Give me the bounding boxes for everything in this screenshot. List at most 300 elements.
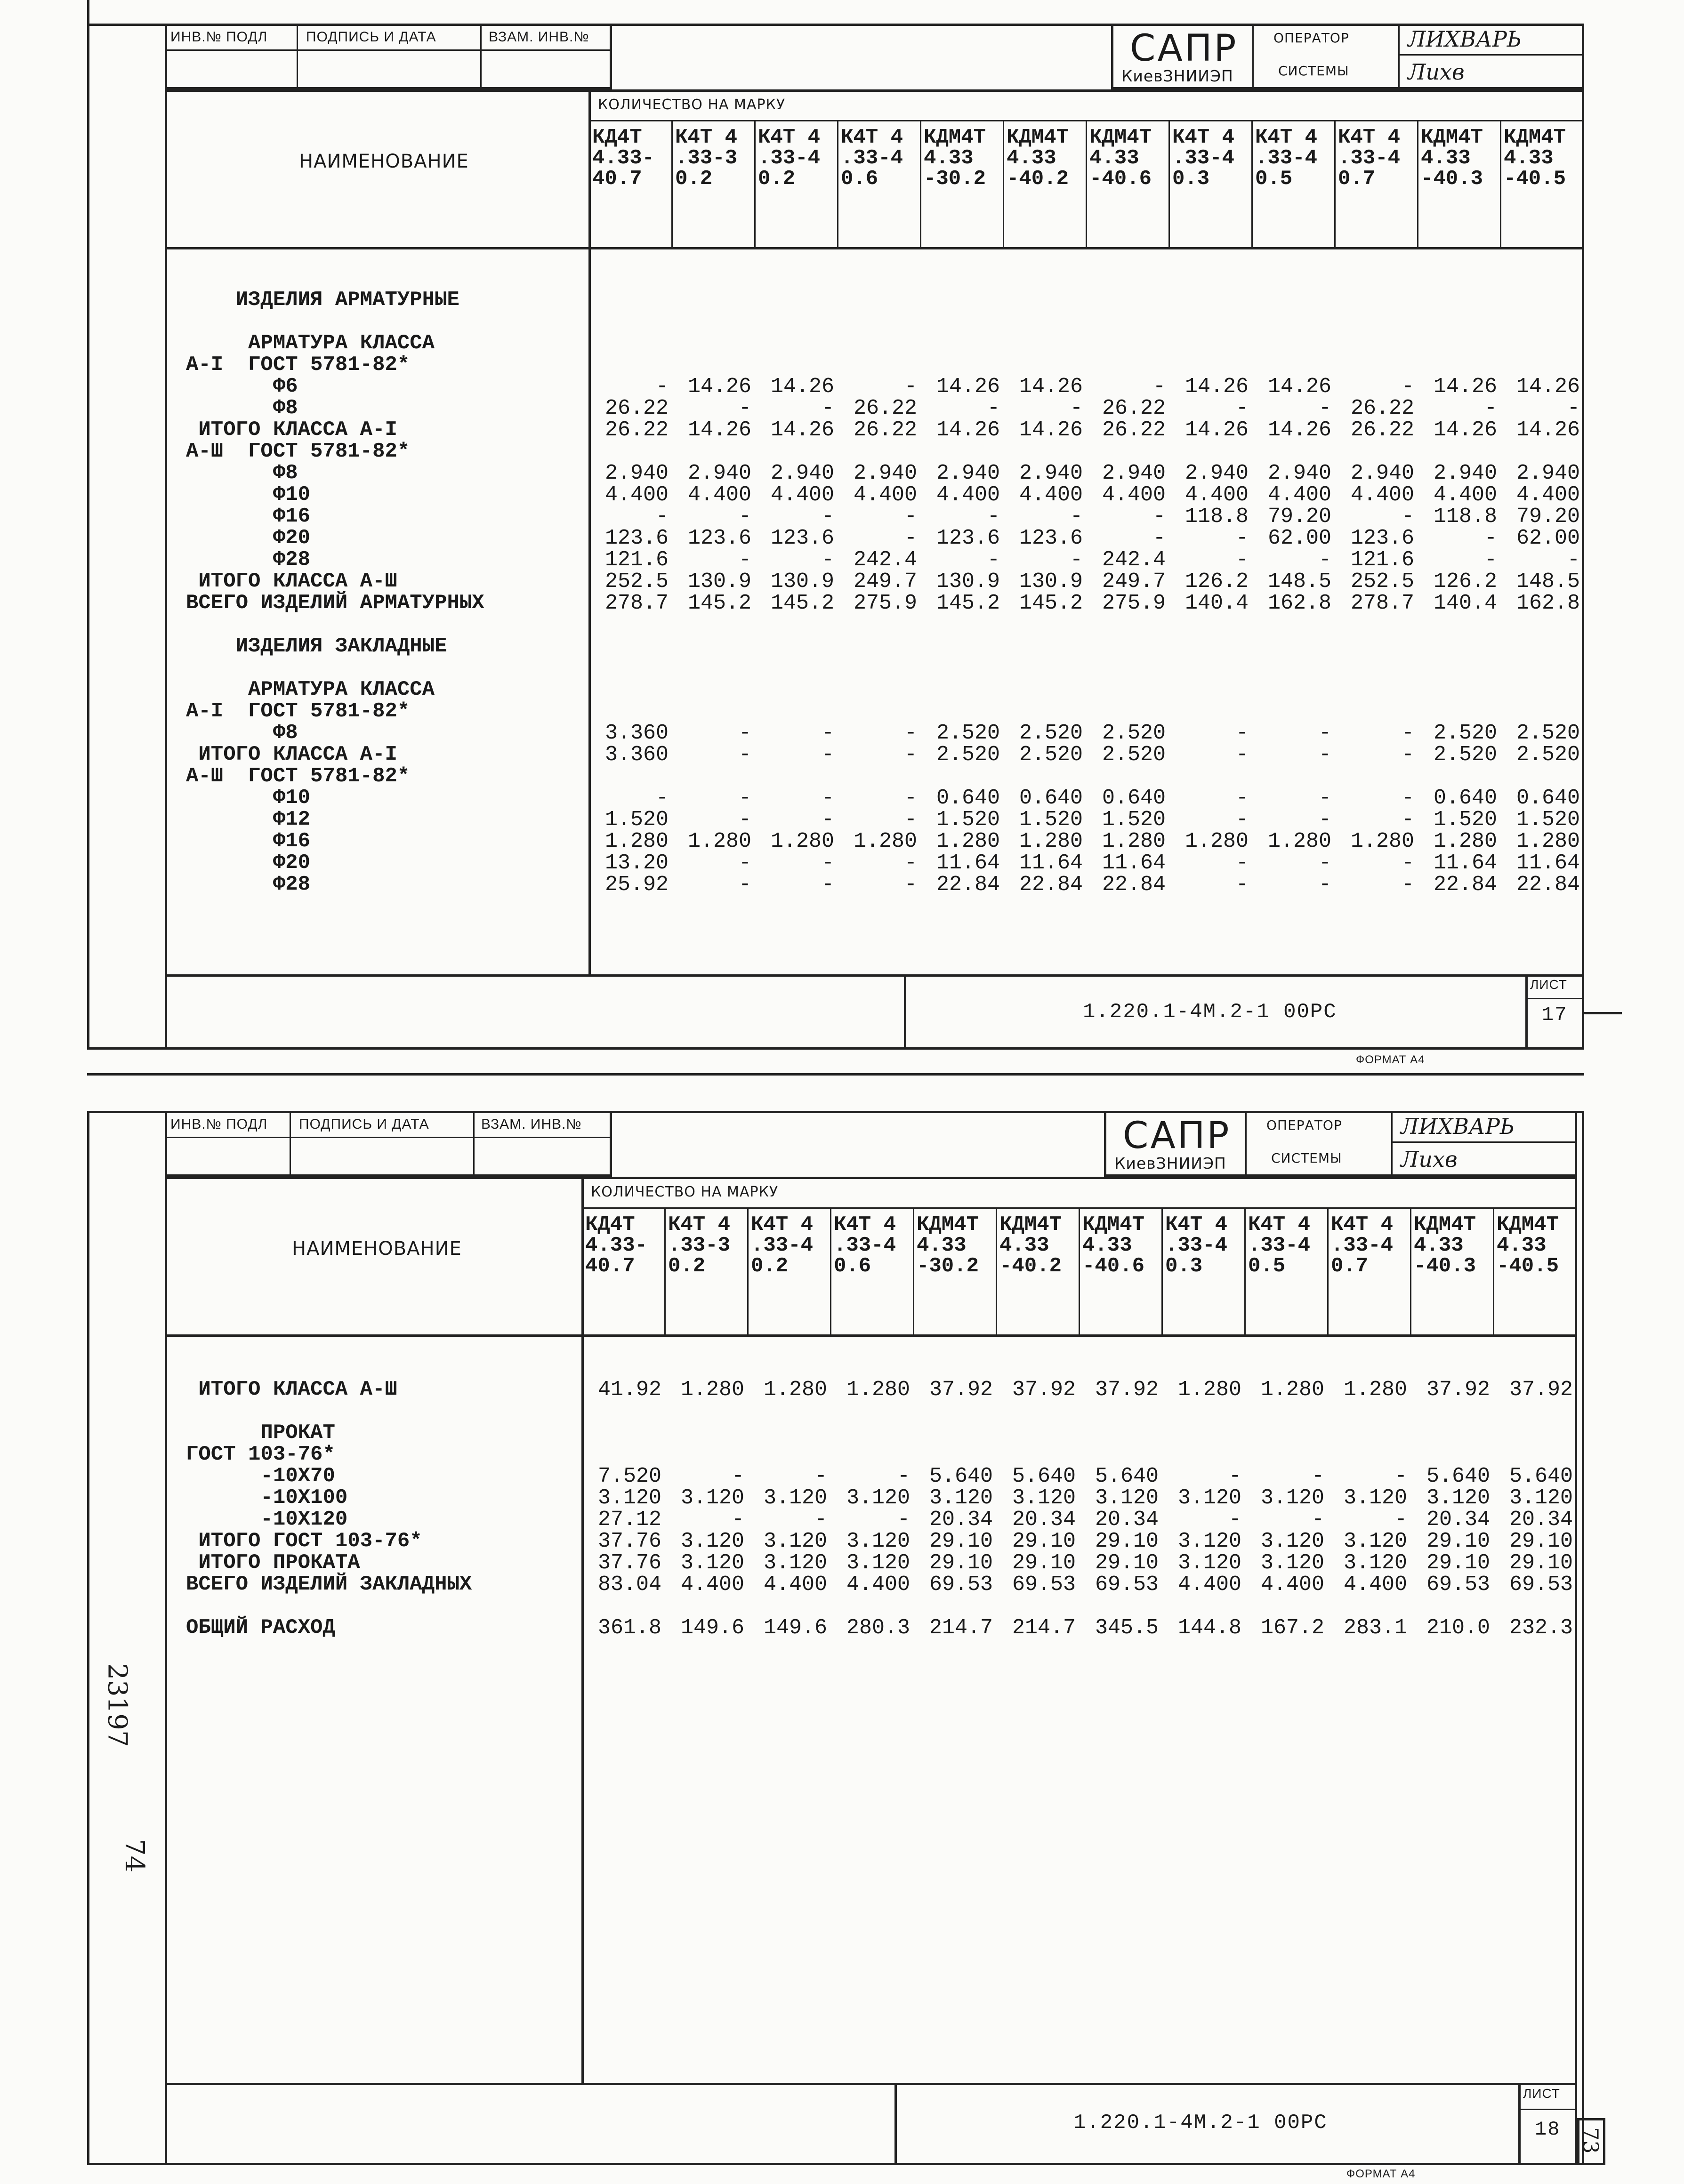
cell-value: 345.5 [1095, 1616, 1159, 1640]
cell-value: 140.4 [1433, 591, 1497, 615]
cell-value: 3.120 [1095, 1486, 1159, 1510]
cell-value: 3.120 [680, 1529, 744, 1553]
cell-value: - [897, 1464, 910, 1488]
cell-value: - [738, 721, 751, 745]
cell-value: 29.10 [1095, 1529, 1159, 1553]
sheet-divider [87, 1073, 1584, 1076]
column-separator [920, 120, 921, 247]
cell-value: 83.04 [597, 1573, 661, 1597]
operator-name: ЛИХВАРЬ [1408, 26, 1522, 52]
cell-value: 3.120 [1177, 1486, 1241, 1510]
column-header-mark: 4.33 [917, 1234, 967, 1257]
doc-code: 1.220.1-4М.2-1 00РС [1073, 2111, 1328, 2135]
cell-value: 1.280 [1350, 829, 1414, 853]
cell-value: 11.64 [1019, 851, 1083, 875]
cell-value: 4.400 [853, 483, 917, 507]
cell-value: - [904, 743, 917, 767]
cell-value: - [738, 548, 751, 572]
column-header-mark: К4Т 4 [751, 1213, 814, 1237]
column-separator [1327, 1207, 1329, 1334]
sheet-label: ЛИСТ [1530, 977, 1567, 992]
column-separator [671, 120, 673, 247]
cell-value: 4.400 [936, 483, 1000, 507]
left-margin-line [87, 0, 89, 24]
cell-value: 283.1 [1343, 1616, 1407, 1640]
column-header-mark: 0.2 [675, 167, 713, 191]
cell-value: 26.22 [1102, 396, 1166, 420]
cell-value: 37.92 [1095, 1378, 1159, 1402]
doc-code: 1.220.1-4М.2-1 00РС [1083, 1000, 1337, 1024]
column-header-mark: 0.2 [751, 1254, 789, 1278]
cell-value: 3.120 [1260, 1529, 1324, 1553]
cell-value: 20.34 [1426, 1508, 1490, 1532]
row-name: Ф8 [186, 396, 298, 420]
cell-value: 0.640 [1516, 786, 1580, 810]
cell-value: 121.6 [1350, 548, 1414, 572]
cell-value: 2.940 [853, 461, 917, 485]
cell-value: 232.3 [1509, 1616, 1573, 1640]
cell-value: 62.00 [1267, 526, 1331, 550]
column-separator [913, 1207, 914, 1334]
column-header-mark: .33-3 [675, 146, 738, 170]
cell-value: 1.280 [846, 1378, 910, 1402]
side-archive-number: 23197 [102, 1663, 133, 1747]
column-header-mark: 0.7 [1338, 167, 1376, 191]
column-header-mark: К4Т 4 [675, 126, 738, 149]
column-header-mark: -40.2 [999, 1254, 1062, 1278]
row-name: Ф12 [186, 808, 311, 831]
cell-value: 249.7 [853, 570, 917, 594]
column-header-mark: 0.6 [834, 1254, 871, 1278]
cell-value: - [1311, 1464, 1324, 1488]
column-header-mark: -40.5 [1497, 1254, 1559, 1278]
cell-value: 14.26 [687, 418, 751, 442]
cell-value: 148.5 [1267, 570, 1331, 594]
cell-value: 2.520 [1433, 743, 1497, 767]
cell-value: 1.280 [763, 1378, 827, 1402]
cell-value: - [904, 526, 917, 550]
cell-value: 11.64 [1516, 851, 1580, 875]
cell-value: 3.120 [846, 1551, 910, 1575]
column-header-mark: К4Т 4 [668, 1213, 731, 1237]
row-name: Ф16 [186, 505, 311, 528]
cell-value: 2.940 [936, 461, 1000, 485]
column-header-mark: .33-4 [1165, 1234, 1228, 1257]
column-separator [1493, 1207, 1494, 1334]
cell-value: 29.10 [929, 1551, 993, 1575]
row-name: А-I ГОСТ 5781-82* [186, 353, 410, 377]
cell-value: 1.280 [1102, 829, 1166, 853]
column-header-mark: К4Т 4 [1165, 1213, 1228, 1237]
row-name: Ф20 [186, 526, 311, 550]
cell-value: 3.120 [1177, 1551, 1241, 1575]
qty-header: КОЛИЧЕСТВО НА МАРКУ [591, 1184, 779, 1200]
cell-value: 278.7 [1350, 591, 1414, 615]
cell-value: 3.120 [1260, 1486, 1324, 1510]
cell-value: 69.53 [1095, 1573, 1159, 1597]
cell-value: - [738, 873, 751, 897]
column-header-mark: 0.6 [841, 167, 878, 191]
column-header-mark: -30.2 [917, 1254, 979, 1278]
cell-value: 242.4 [1102, 548, 1166, 572]
name-header: НАИМЕНОВАНИЕ [292, 1238, 462, 1260]
cell-value: - [1318, 873, 1331, 897]
cell-value: 4.400 [1177, 1573, 1241, 1597]
cell-value: 7.520 [597, 1464, 661, 1488]
row-name: ИЗДЕЛИЯ АРМАТУРНЫЕ [186, 288, 459, 312]
cell-value: - [1235, 786, 1249, 810]
cell-value: 130.9 [936, 570, 1000, 594]
cell-value: 26.22 [604, 396, 669, 420]
cell-value: 361.8 [597, 1616, 661, 1640]
cell-value: 275.9 [853, 591, 917, 615]
cell-value: 280.3 [846, 1616, 910, 1640]
cell-value: 4.400 [687, 483, 751, 507]
column-separator [1244, 1207, 1246, 1334]
cell-value: 3.120 [763, 1529, 827, 1553]
cell-value: - [738, 743, 751, 767]
cell-value: - [904, 808, 917, 832]
column-header-mark: 4.33 [1082, 1234, 1132, 1257]
cell-value: 3.120 [597, 1486, 661, 1510]
column-separator [664, 1207, 666, 1334]
column-header-mark: -40.6 [1089, 167, 1152, 191]
cell-value: - [1484, 548, 1497, 572]
column-header-mark: 0.2 [668, 1254, 706, 1278]
cell-value: 1.280 [680, 1378, 744, 1402]
cell-value: 4.400 [1019, 483, 1083, 507]
operator-signature: Лихв [1408, 59, 1465, 85]
stamp-box [165, 24, 612, 89]
row-name: Ф10 [186, 483, 311, 506]
column-separator [837, 120, 838, 247]
cell-value: 14.26 [770, 418, 834, 442]
cell-value: 29.10 [929, 1529, 993, 1553]
cell-value: 1.280 [1343, 1378, 1407, 1402]
cell-value: - [821, 548, 834, 572]
cell-value: 214.7 [1012, 1616, 1076, 1640]
cell-value: 69.53 [929, 1573, 993, 1597]
cell-value: - [1401, 505, 1414, 529]
column-header-mark: КДМ4Т [1007, 126, 1069, 149]
cell-value: 278.7 [604, 591, 669, 615]
cell-value: 145.2 [1019, 591, 1083, 615]
cell-value: 14.26 [936, 418, 1000, 442]
column-separator [1168, 120, 1170, 247]
cell-value: 3.120 [1177, 1529, 1241, 1553]
cell-value: 145.2 [770, 591, 834, 615]
cell-value: - [1401, 721, 1414, 745]
cell-value: 1.520 [1019, 808, 1083, 832]
cell-value: - [987, 396, 1000, 420]
column-separator [1334, 120, 1336, 247]
row-name: ПРОКАТ [186, 1421, 335, 1445]
column-header-mark: КД4Т [592, 126, 642, 149]
cell-value: - [1070, 396, 1083, 420]
column-header-mark: КДМ4Т [1497, 1213, 1559, 1237]
cell-value: - [1318, 808, 1331, 832]
cell-value: 1.280 [1516, 829, 1580, 853]
column-header-mark: КДМ4Т [917, 1213, 979, 1237]
column-header-mark: .33-4 [1331, 1234, 1394, 1257]
cell-value: 1.280 [1433, 829, 1497, 853]
row-name: ВСЕГО ИЗДЕЛИЙ АРМАТУРНЫХ [186, 591, 484, 615]
cell-value: - [731, 1464, 744, 1488]
cell-value: - [1401, 873, 1414, 897]
corner-box: 73 [1577, 2118, 1605, 2165]
cell-value: 69.53 [1509, 1573, 1573, 1597]
stamp-inv-podl: ИНВ.№ ПОДЛ [170, 29, 268, 45]
cell-value: - [1318, 721, 1331, 745]
cell-value: 26.22 [853, 418, 917, 442]
cell-value: 4.400 [1350, 483, 1414, 507]
cell-value: 4.400 [770, 483, 834, 507]
row-name: ИТОГО КЛАССА А-Ш [186, 570, 397, 593]
row-name: ИТОГО ПРОКАТА [186, 1551, 360, 1574]
cell-value: 1.280 [1177, 1378, 1241, 1402]
row-name: Ф8 [186, 461, 298, 485]
column-header-mark: К4Т 4 [1331, 1213, 1394, 1237]
cell-value: - [821, 851, 834, 875]
column-header-mark: К4Т 4 [1255, 126, 1318, 149]
cell-value: 79.20 [1516, 505, 1580, 529]
cell-value: 29.10 [1426, 1529, 1490, 1553]
row-name: ГОСТ 103-76* [186, 1443, 335, 1466]
cell-value: 37.92 [1012, 1378, 1076, 1402]
cell-value: 29.10 [1426, 1551, 1490, 1575]
column-separator [1079, 1207, 1080, 1334]
cell-value: 4.400 [763, 1573, 827, 1597]
cell-value: 3.120 [846, 1529, 910, 1553]
cell-value: 20.34 [1509, 1508, 1573, 1532]
cell-value: - [1152, 526, 1166, 550]
column-separator [830, 1207, 831, 1334]
cell-value: - [738, 396, 751, 420]
cell-value: 14.26 [1516, 418, 1580, 442]
cell-value: 37.92 [1509, 1378, 1573, 1402]
cell-value: 123.6 [936, 526, 1000, 550]
sapr-org: КиевЗНИИЭП [1121, 67, 1233, 85]
cell-value: 2.940 [1102, 461, 1166, 485]
cell-value: - [738, 808, 751, 832]
cell-value: 121.6 [604, 548, 669, 572]
cell-value: - [731, 1508, 744, 1532]
cell-value: 3.120 [763, 1486, 827, 1510]
cell-value: 123.6 [1019, 526, 1083, 550]
sapr-title: САПР [1123, 1115, 1231, 1157]
cell-value: 4.400 [846, 1573, 910, 1597]
side-number-2: 74 [119, 1839, 150, 1873]
cell-value: 4.400 [1343, 1573, 1407, 1597]
column-header-mark: .33-4 [1255, 146, 1318, 170]
column-header-mark: .33-4 [1172, 146, 1235, 170]
column-header-mark: -40.3 [1421, 167, 1483, 191]
cell-value: 11.64 [936, 851, 1000, 875]
cell-value: 126.2 [1184, 570, 1249, 594]
cell-value: - [1567, 396, 1580, 420]
cell-value: 130.9 [687, 570, 751, 594]
row-name: Ф28 [186, 873, 311, 896]
cell-value: 3.120 [1343, 1529, 1407, 1553]
cell-value: - [1070, 505, 1083, 529]
cell-value: - [814, 1508, 827, 1532]
column-header-mark: 0.5 [1255, 167, 1293, 191]
cell-value: 37.92 [1426, 1378, 1490, 1402]
cell-value: 5.640 [1095, 1464, 1159, 1488]
cell-value: 29.10 [1012, 1529, 1076, 1553]
cell-value: 25.92 [604, 873, 669, 897]
cell-value: - [1228, 1508, 1241, 1532]
row-name: А-Ш ГОСТ 5781-82* [186, 764, 410, 788]
cell-value: 2.940 [1350, 461, 1414, 485]
cell-value: 5.640 [1012, 1464, 1076, 1488]
column-header-mark: К4Т 4 [758, 126, 821, 149]
cell-value: 14.26 [1267, 375, 1331, 399]
cell-value: 14.26 [1019, 375, 1083, 399]
cell-value: - [987, 548, 1000, 572]
column-separator [1161, 1207, 1163, 1334]
column-separator [1003, 120, 1004, 247]
cell-value: - [1235, 526, 1249, 550]
cell-value: 69.53 [1426, 1573, 1490, 1597]
column-header-mark: КДМ4Т [1082, 1213, 1145, 1237]
cell-value: 22.84 [1516, 873, 1580, 897]
cell-value: 3.120 [1260, 1551, 1324, 1575]
sheet-17 [0, 0, 1684, 1073]
sheet-number: 18 [1535, 2118, 1561, 2141]
column-header-mark: КДМ4Т [1504, 126, 1566, 149]
cell-value: 1.520 [1433, 808, 1497, 832]
column-separator [1251, 120, 1253, 247]
cell-value: 249.7 [1102, 570, 1166, 594]
column-header-mark: 4.33 [1414, 1234, 1464, 1257]
qty-header: КОЛИЧЕСТВО НА МАРКУ [598, 96, 786, 113]
column-header-mark: 0.2 [758, 167, 796, 191]
cell-value: - [1235, 396, 1249, 420]
cell-value: 1.520 [936, 808, 1000, 832]
cell-value: 79.20 [1267, 505, 1331, 529]
cell-value: 1.280 [687, 829, 751, 853]
system-label: СИСТЕМЫ [1278, 63, 1349, 79]
cell-value: 14.26 [936, 375, 1000, 399]
column-header-mark: 40.7 [592, 167, 642, 191]
row-name: ОБЩИЙ РАСХОД [186, 1616, 335, 1639]
row-name: Ф6 [186, 375, 298, 398]
stamp-podpis: ПОДПИСЬ И ДАТА [306, 29, 436, 45]
cell-value: 2.520 [1516, 743, 1580, 767]
cell-value: 0.640 [936, 786, 1000, 810]
cell-value: 252.5 [1350, 570, 1414, 594]
cell-value: - [1401, 808, 1414, 832]
column-header-mark: -40.6 [1082, 1254, 1145, 1278]
cell-value: - [904, 505, 917, 529]
cell-value: - [1228, 1464, 1241, 1488]
cell-value: 2.940 [1267, 461, 1331, 485]
cell-value: 26.22 [1102, 418, 1166, 442]
column-separator [754, 120, 756, 247]
cell-value: 1.280 [1260, 1378, 1324, 1402]
cell-value: - [1311, 1508, 1324, 1532]
row-name: А-I ГОСТ 5781-82* [186, 699, 410, 723]
cell-value: 1.280 [1019, 829, 1083, 853]
row-name: АРМАТУРА КЛАССА [186, 678, 435, 701]
column-header-mark: .33-4 [751, 1234, 814, 1257]
cell-value: 1.280 [936, 829, 1000, 853]
column-header-mark: К4Т 4 [834, 1213, 896, 1237]
column-header-mark: .33-4 [758, 146, 821, 170]
cell-value: - [1318, 786, 1331, 810]
cell-value: 0.640 [1102, 786, 1166, 810]
cell-value: - [1152, 375, 1166, 399]
column-header-mark: -40.5 [1504, 167, 1566, 191]
cell-value: - [904, 851, 917, 875]
cell-value: 62.00 [1516, 526, 1580, 550]
cell-value: - [1235, 548, 1249, 572]
column-header-mark: 4.33- [592, 146, 655, 170]
stamp-vzam: ВЗАМ. ИНВ.№ [481, 1116, 582, 1132]
column-header-mark: 4.33 [1089, 146, 1139, 170]
cell-value: - [1070, 548, 1083, 572]
cell-value: 144.8 [1177, 1616, 1241, 1640]
cell-value: 22.84 [1102, 873, 1166, 897]
cell-value: 1.280 [853, 829, 917, 853]
column-header-mark: КДМ4Т [1414, 1213, 1476, 1237]
cell-value: 13.20 [604, 851, 669, 875]
format-label: ФОРМАТ А4 [1356, 1053, 1425, 1066]
cell-value: 2.940 [1019, 461, 1083, 485]
stamp-box [165, 1111, 612, 1177]
column-header-mark: 0.3 [1172, 167, 1210, 191]
cell-value: - [1318, 851, 1331, 875]
cell-value: - [821, 505, 834, 529]
cell-value: 4.400 [1433, 483, 1497, 507]
cell-value: - [821, 743, 834, 767]
column-header-mark: К4Т 4 [1172, 126, 1235, 149]
operator-label: ОПЕРАТОР [1273, 30, 1349, 46]
column-header-mark: КДМ4Т [1421, 126, 1483, 149]
cell-value: 14.26 [687, 375, 751, 399]
column-header-mark: -30.2 [924, 167, 986, 191]
cell-value: 3.360 [604, 721, 669, 745]
cell-value: 14.26 [1019, 418, 1083, 442]
row-name: Ф28 [186, 548, 311, 571]
operator-signature: Лихв [1401, 1147, 1458, 1172]
row-name: ИТОГО КЛАССА А-I [186, 743, 397, 766]
cell-value: 20.34 [1012, 1508, 1076, 1532]
cell-value: 2.940 [1433, 461, 1497, 485]
column-header-mark: .33-4 [841, 146, 903, 170]
cell-value: 3.120 [1509, 1486, 1573, 1510]
cell-value: 2.940 [687, 461, 751, 485]
cell-value: 167.2 [1260, 1616, 1324, 1640]
cell-value: 3.120 [1343, 1551, 1407, 1575]
column-header-mark: КД4Т [585, 1213, 635, 1237]
sheet-18 [0, 1083, 1684, 2184]
cell-value: - [1401, 851, 1414, 875]
cell-value: 0.640 [1433, 786, 1497, 810]
row-name: АРМАТУРА КЛАССА [186, 331, 435, 355]
sapr-title: САПР [1130, 27, 1238, 70]
column-header-mark: .33-4 [834, 1234, 896, 1257]
cell-value: 140.4 [1184, 591, 1249, 615]
cell-value: 252.5 [604, 570, 669, 594]
cell-value: 26.22 [853, 396, 917, 420]
column-header-mark: -40.3 [1414, 1254, 1476, 1278]
cell-value: 5.640 [1509, 1464, 1573, 1488]
cell-value: - [821, 721, 834, 745]
cell-value: 2.940 [1516, 461, 1580, 485]
row-name: ИТОГО ГОСТ 103-76* [186, 1529, 422, 1553]
